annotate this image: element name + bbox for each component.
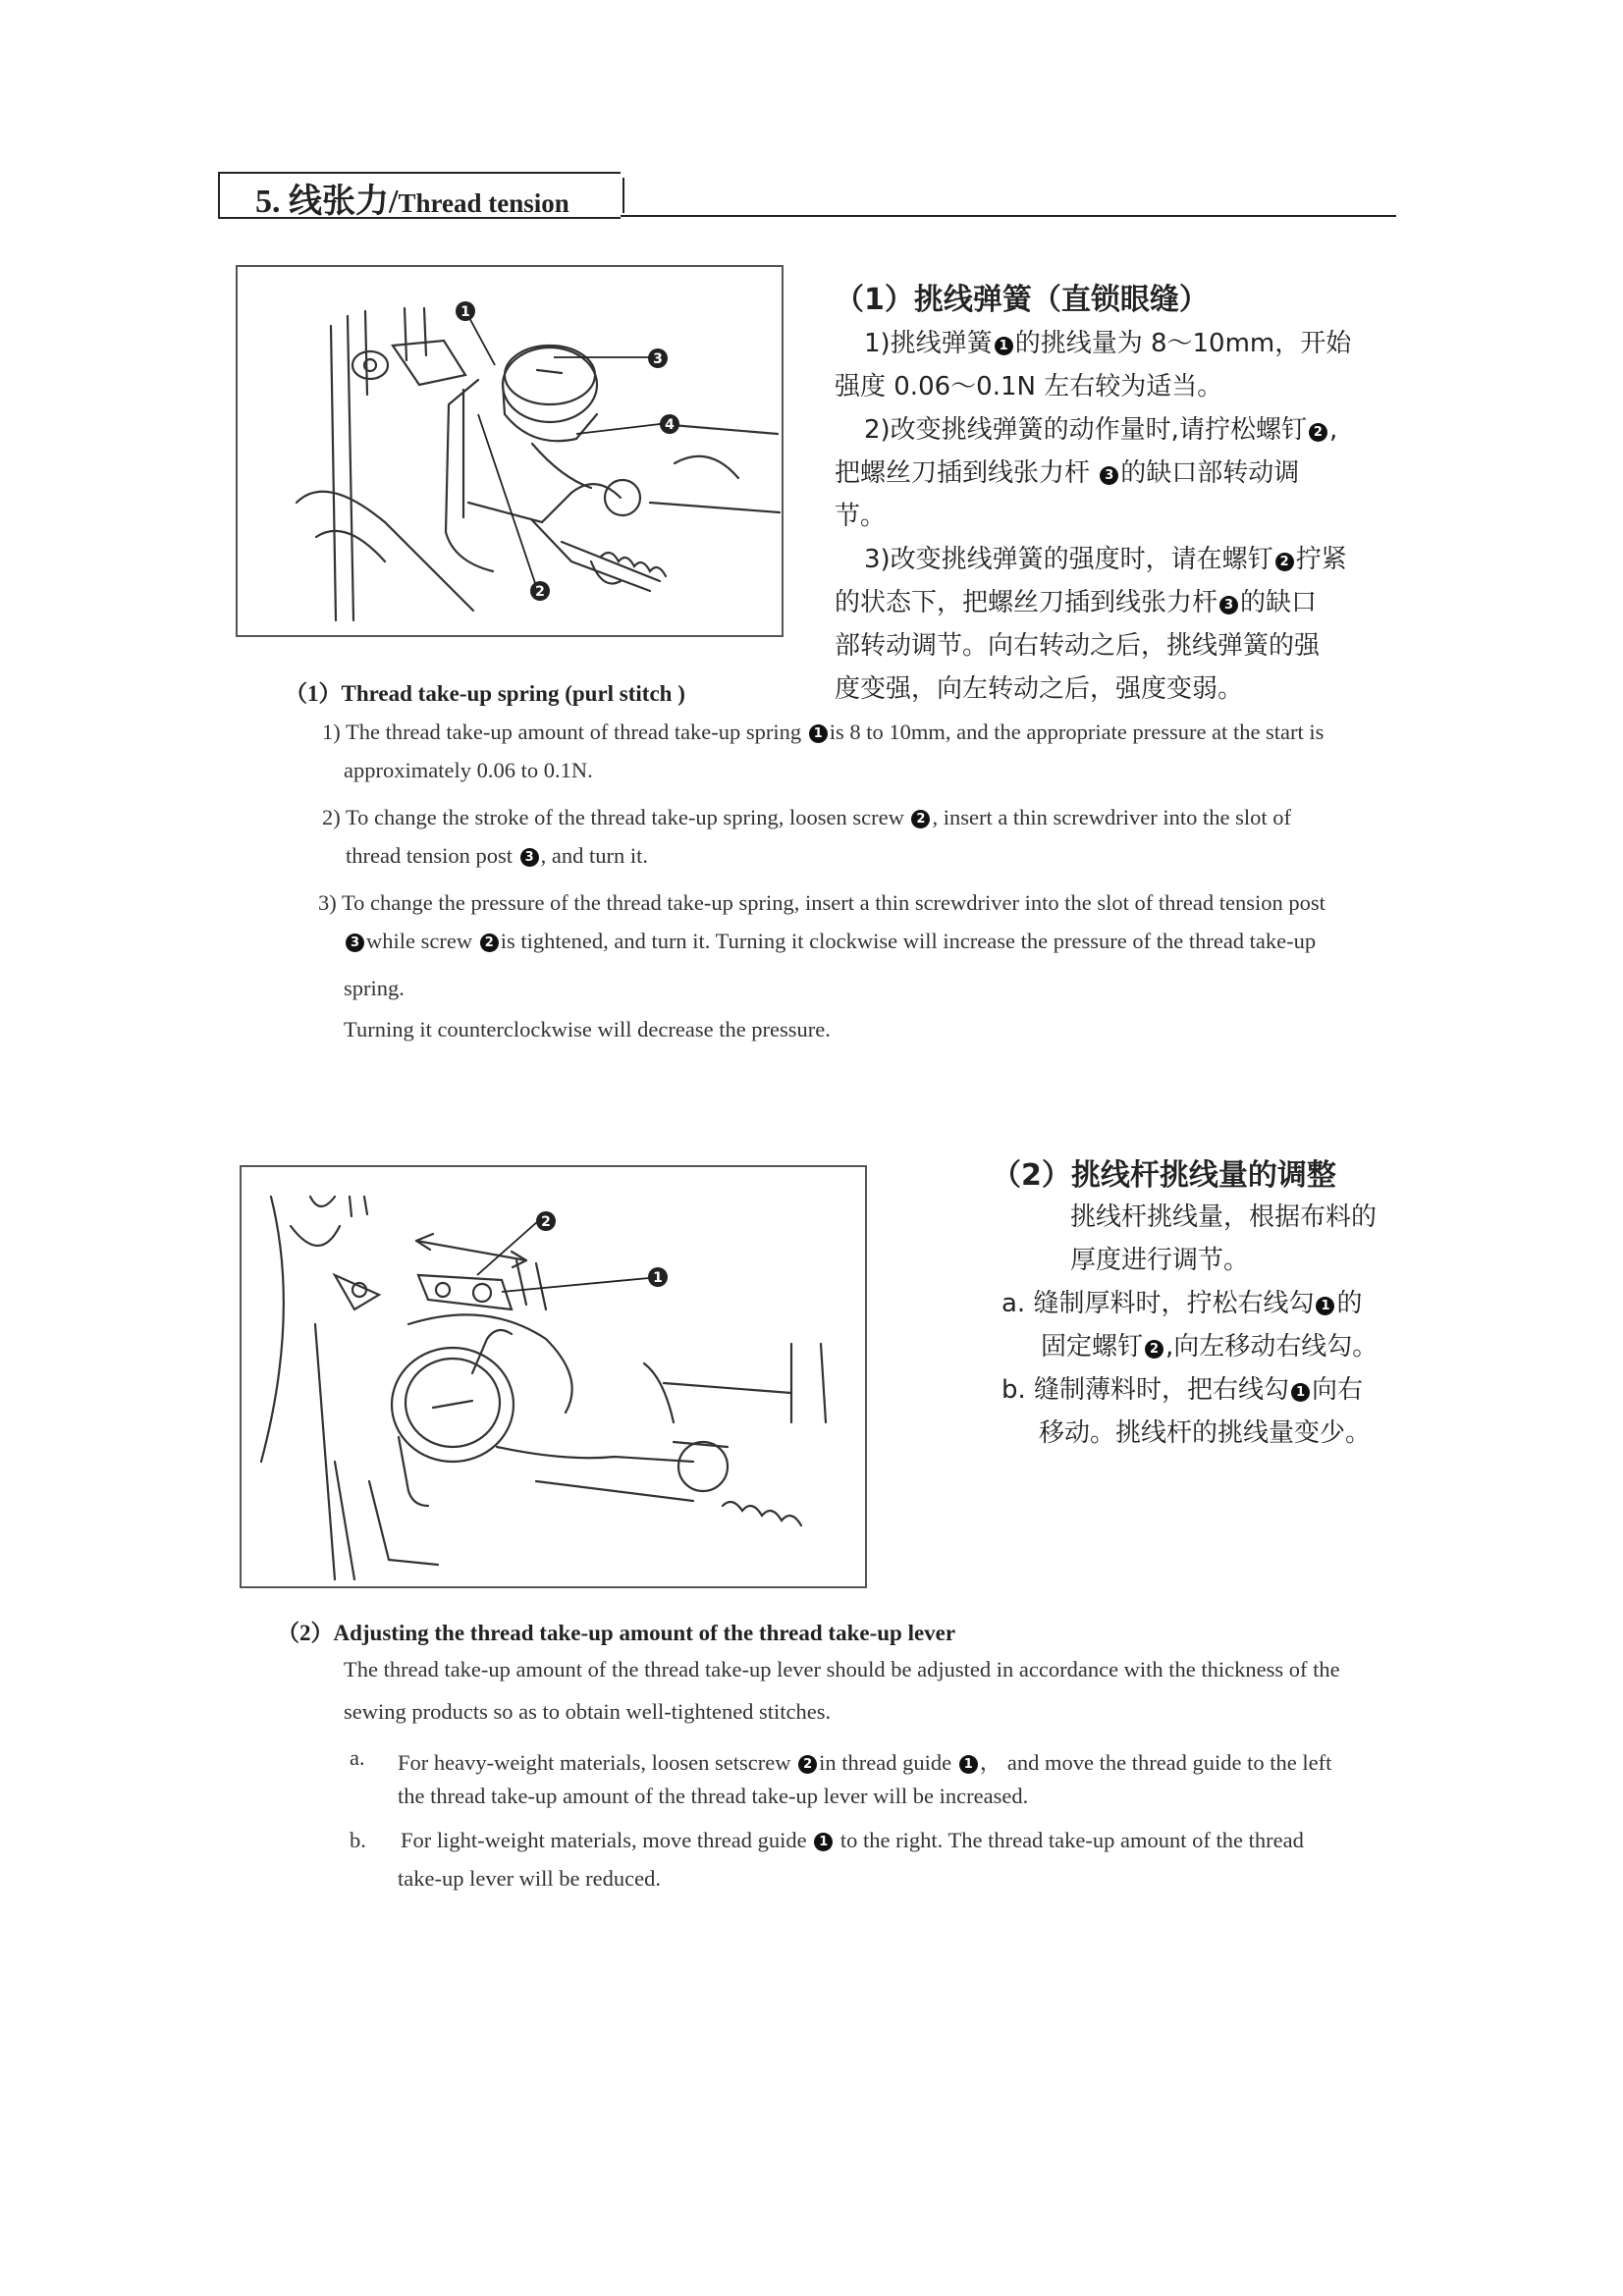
callout-3-label: 3 [653,351,663,367]
circled-3-icon: 3 [346,934,364,952]
heading-rule [621,215,1396,217]
part2-title-cn: （2）挑线杆挑线量的调整 [992,1158,1336,1193]
cn-line: 1)挑线弹簧 1 的挑线量为 8～10mm，开始 [864,329,1352,358]
section-heading [218,172,1396,219]
en-line: thread tension post 3 , and turn it. [346,843,648,868]
part2-text-cn [1001,1196,1453,1455]
callout-4-label: 4 [665,417,675,433]
part1-title-cn: （1）挑线弹簧（直锁眼缝） [835,283,1209,317]
circled-1-icon: 1 [959,1755,978,1774]
en-line: For heavy-weight materials, loosen setscrew 2 in thread guide 1 ， and move the thread guide to the left [398,1750,1332,1775]
take-up-lever-diagram [242,1167,865,1586]
circled-2-icon: 2 [480,934,499,952]
en-line: For light-weight materials, move thread guide 1 to the right. The thread take-up amount of the thread [401,1828,1304,1852]
en-line: approximately 0.06 to 0.1N. [344,758,593,782]
en-line: 1) The thread take-up amount of thread take-up spring 1 is 8 to 10mm, and the appropriate pressure at the start is [322,720,1325,744]
cn-line: 把螺丝刀插到线张力杆 3 的缺口部转动调 [835,458,1300,488]
cn-line: 3)改变挑线弹簧的强度时，请在螺钉 2 拧紧 [864,545,1347,574]
circled-2-icon: 2 [1309,423,1327,442]
en-line: sewing products so as to obtain well-tightened stitches. [344,1699,832,1724]
thread-tension-diagram [238,267,782,635]
callout-2-label: 2 [535,584,545,600]
cn-line: 2)改变挑线弹簧的动作量时,请拧松螺钉 2 , [864,415,1338,445]
callout-1-label: 1 [460,304,470,320]
circled-1-icon: 1 [1291,1383,1310,1402]
circled-1-icon: 1 [814,1833,833,1851]
en-line: the thread take-up amount of the thread take-up lever will be increased. [398,1784,1029,1808]
en-line: 3 while screw 2 is tightened, and turn it. Turning it clockwise will increase the pressure of the thread take-up [344,929,1316,954]
circled-1-icon: 1 [1316,1297,1334,1315]
en-line: The thread take-up amount of the thread take-up lever should be adjusted in accordance with the thickness of the [344,1657,1340,1682]
circled-2-icon: 2 [798,1755,817,1774]
section-title [255,174,569,222]
en-line: take-up lever will be reduced. [398,1866,662,1891]
circled-2-icon: 2 [911,810,930,828]
circled-1-icon: 1 [809,724,828,743]
cn-line: 移动。挑线杆的挑线量变少。 [1039,1418,1372,1448]
en-line: 2) To change the stroke of the thread take-up spring, loosen screw 2 , insert a thin screwdriver into the slot of [322,805,1291,829]
en-line: spring. [344,976,405,1000]
callout-2-label: 2 [541,1214,551,1230]
list-marker: b. [350,1828,366,1852]
cn-line: a. 缝制厚料时，拧松右线勾 1 的 [1001,1289,1363,1318]
cn-line: 固定螺钉 2 ,向左移动右线勾。 [1041,1332,1379,1362]
circled-3-icon: 3 [1100,466,1118,485]
part2-title-en: （2）Adjusting the thread take-up amount of the thread take-up lever [277,1621,956,1645]
cn-line: 部转动调节。向右转动之后，挑线弹簧的强 [835,631,1321,661]
circled-2-icon: 2 [1275,553,1294,571]
circled-3-icon: 3 [1219,596,1238,614]
part1-text-cn [835,322,1384,711]
cn-line: 节。 [835,502,887,531]
cn-line: 强度 0.06～0.1N 左右较为适当。 [835,372,1223,401]
cn-line: 的状态下，把螺丝刀插到线张力杆 3 的缺口 [835,588,1318,617]
figure-thread-take-up-spring [236,265,784,637]
circled-1-icon: 1 [995,337,1013,355]
cn-line: b. 缝制薄料时，把右线勾 1 向右 [1001,1375,1364,1405]
circled-3-icon: 3 [520,848,539,867]
section-number: 5. [255,184,281,220]
part1-title-en: （1）Thread take-up spring (purl stitch ) [285,681,685,706]
circled-2-icon: 2 [1145,1340,1163,1359]
en-line: 3) To change the pressure of the thread take-up spring, insert a thin screwdriver into the slot of thread tension post [318,890,1325,915]
en-line: Turning it counterclockwise will decrease the pressure. [344,1017,831,1041]
list-marker: a. [350,1745,365,1770]
cn-line: 厚度进行调节。 [1070,1246,1250,1275]
callout-1-label: 1 [653,1270,663,1286]
figure-thread-take-up-lever [240,1165,867,1588]
section-title-cn: 线张力/ [289,184,399,220]
section-title-en: Thread tension [398,188,569,218]
cn-line: 挑线杆挑线量，根据布料的 [1070,1202,1378,1232]
cn-line: 度变强，向左转动之后，强度变弱。 [835,674,1244,704]
